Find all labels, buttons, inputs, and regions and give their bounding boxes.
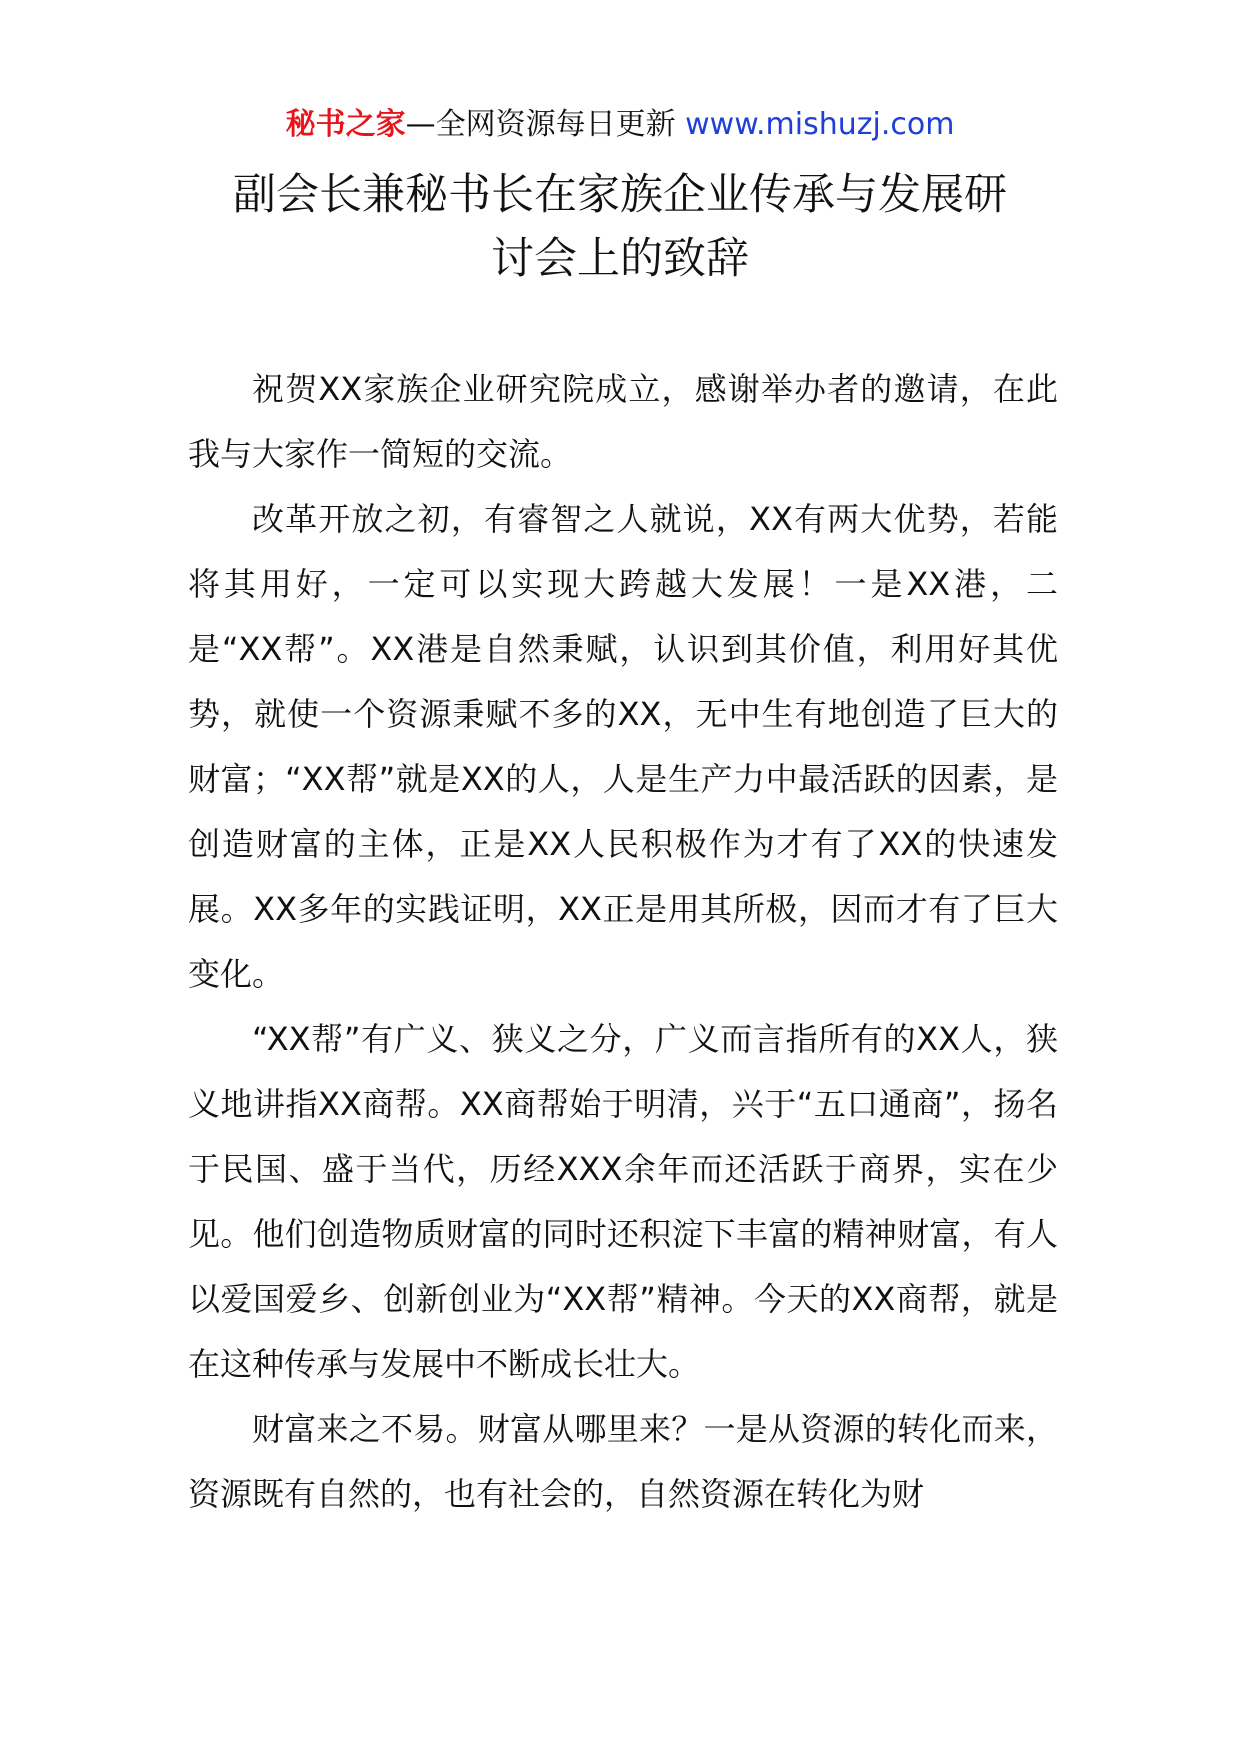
document-title — [150, 163, 1090, 291]
site-url[interactable]: www.mishuzj.com — [685, 107, 955, 142]
paragraph: “XX帮”有广义、狭义之分，广义而言指所有的XX人，狭义地讲指XX商帮。XX商帮始于明清，兴于“五口通商”，扬名于民国、盛于当代，历经XXX余年而还活跃于商界，实在少见。他们创造物质财富的同时还积淀下丰富的精神财富，有人以爱国爱乡、创新创业为“XX帮”精神。今天的XX商帮，就是在这种传承与发展中不断成长壮大。 — [188, 1020, 1058, 1383]
banner-slogan: —全网资源每日更新 — [405, 107, 676, 142]
brand-name: 秘书之家 — [285, 107, 406, 142]
paragraph: 祝贺XX家族企业研究院成立，感谢举办者的邀请，在此我与大家作一简短的交流。 — [188, 370, 1058, 473]
paragraph: 财富来之不易。财富从哪里来？一是从资源的转化而来，资源既有自然的，也有社会的，自然资源在转化为财 — [188, 1410, 1058, 1513]
document-body — [188, 357, 1058, 1527]
title-line-1: 副会长兼秘书长在家族企业传承与发展研 — [233, 170, 1007, 220]
paragraph: 改革开放之初，有睿智之人就说，XX有两大优势，若能将其用好，一定可以实现大跨越大发展！一是XX港，二是“XX帮”。XX港是自然秉赋，认识到其价值，利用好其优势，就使一个资源秉赋不多的XX，无中生有地创造了巨大的财富；“XX帮”就是XX的人，人是生产力中最活跃的因素，是创造财富的主体，正是XX人民积极作为才有了XX的快速发展。XX多年的实践证明，XX正是用其所极，因而才有了巨大变化。 — [188, 500, 1058, 993]
title-line-2: 讨会上的致辞 — [491, 234, 749, 284]
site-banner — [0, 103, 1240, 147]
